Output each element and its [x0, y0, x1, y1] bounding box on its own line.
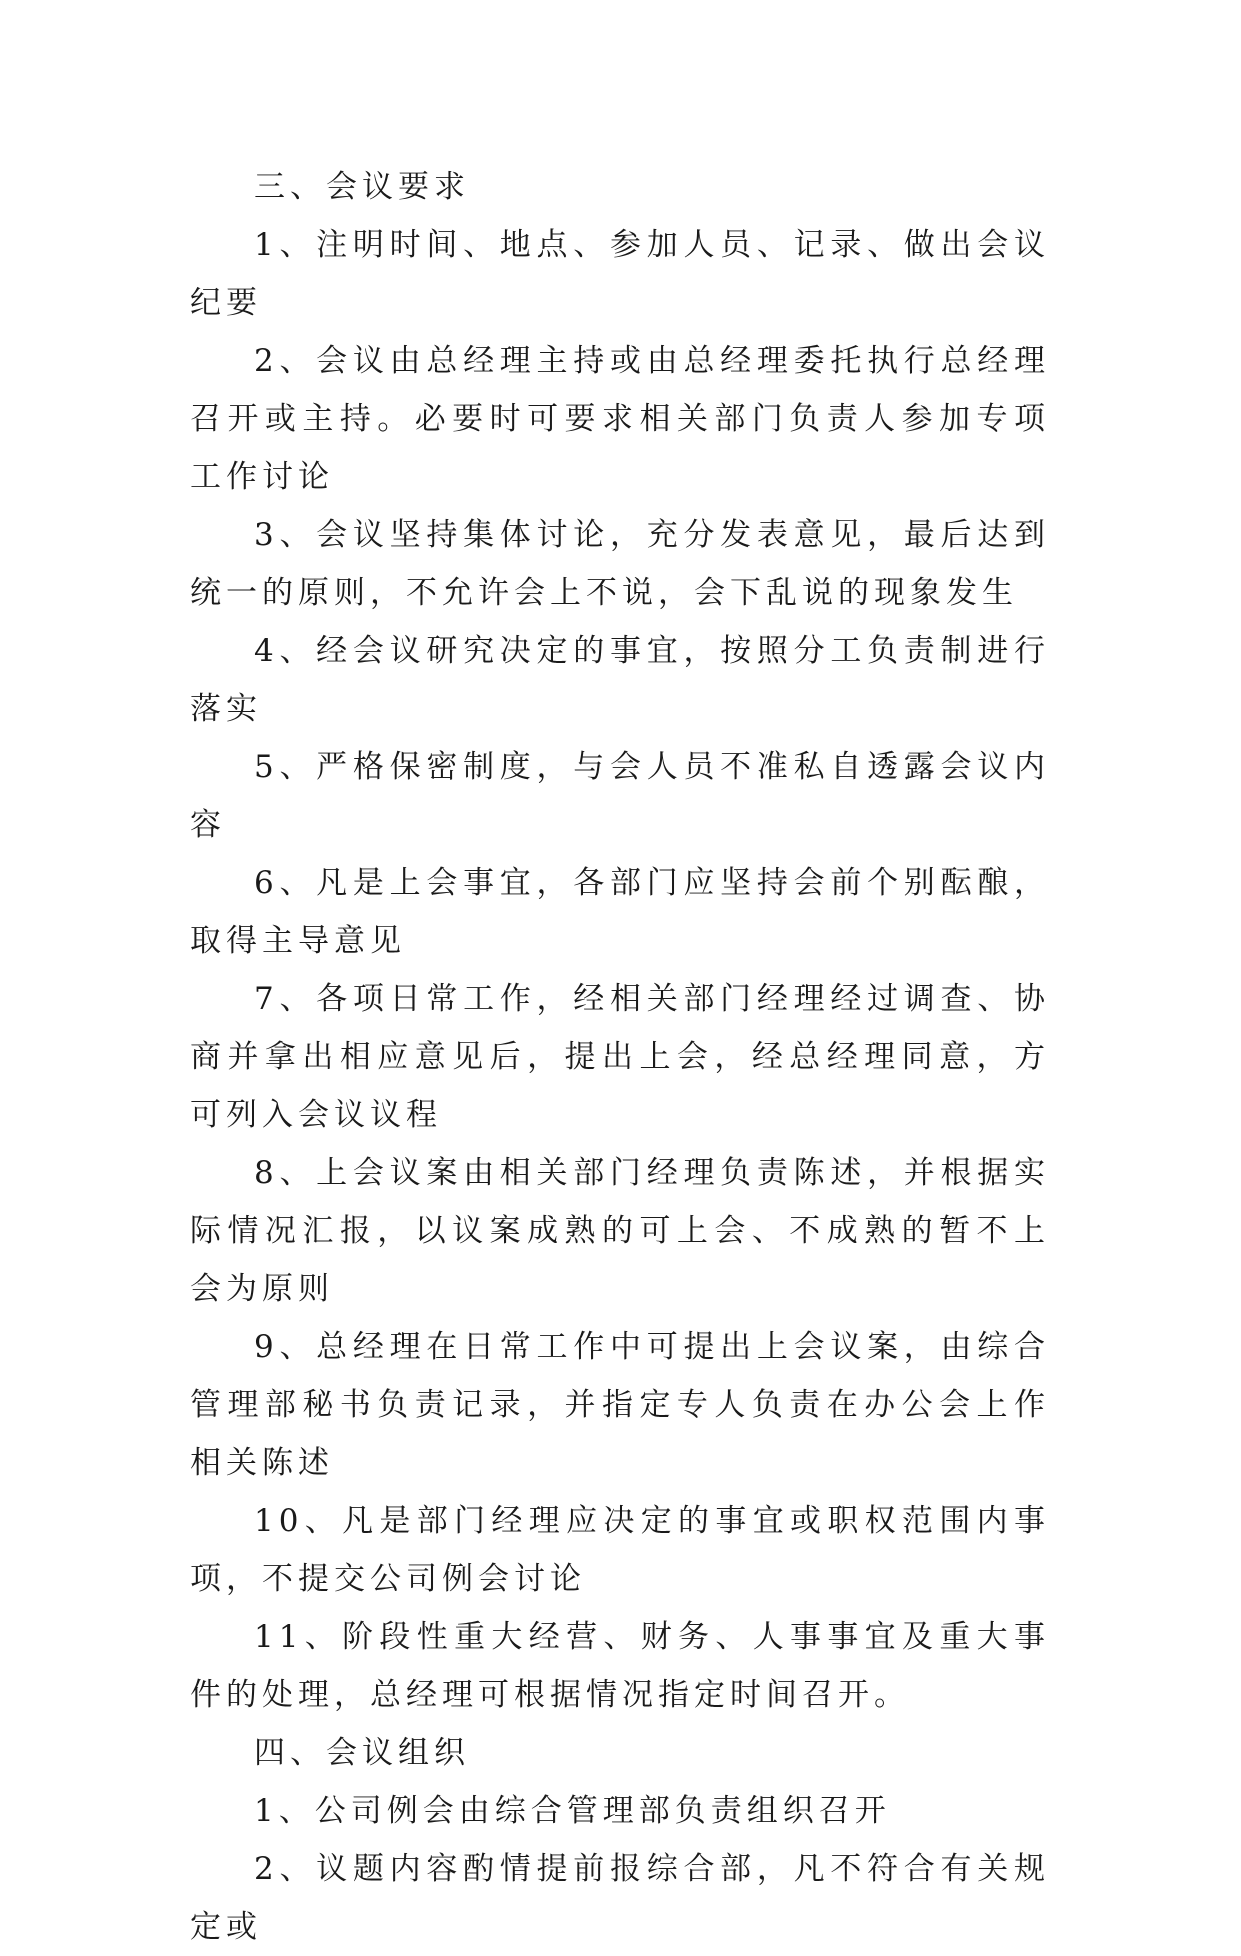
paragraph-item: 4、经会议研究决定的事宜，按照分工负责制进行落实 [190, 633, 1050, 727]
paragraph-item: 2、议题内容酌情提前报综合部，凡不符合有关规定或 [190, 1851, 1050, 1945]
paragraph-item: 5、严格保密制度，与会人员不准私自透露会议内容 [190, 749, 1050, 843]
paragraph-item: 10、凡是部门经理应决定的事宜或职权范围内事项，不提交公司例会讨论 [190, 1503, 1050, 1597]
paragraph-item: 6、凡是上会事宜，各部门应坚持会前个别酝酿，取得主导意见 [190, 865, 1050, 959]
paragraph-item: 2、会议由总经理主持或由总经理委托执行总经理召开或主持。必要时可要求相关部门负责人参加专项工作讨论 [190, 343, 1050, 495]
paragraph-item: 11、阶段性重大经营、财务、人事事宜及重大事件的处理，总经理可根据情况指定时间召开。 [190, 1619, 1050, 1713]
section-heading-requirements: 三、会议要求 [254, 169, 470, 205]
paragraph-item: 8、上会议案由相关部门经理负责陈述，并根据实际情况汇报，以议案成熟的可上会、不成熟的暂不上会为原则 [190, 1155, 1050, 1307]
paragraph-item: 3、会议坚持集体讨论，充分发表意见，最后达到统一的原则，不允许会上不说，会下乱说的现象发生 [190, 517, 1050, 611]
document-body [190, 158, 1050, 1956]
paragraph-item: 1、注明时间、地点、参加人员、记录、做出会议纪要 [190, 227, 1050, 321]
paragraph-item: 1、公司例会由综合管理部负责组织召开 [254, 1793, 891, 1829]
section-heading-organization: 四、会议组织 [254, 1735, 470, 1771]
paragraph-item: 9、总经理在日常工作中可提出上会议案，由综合管理部秘书负责记录，并指定专人负责在办公会上作相关陈述 [190, 1329, 1050, 1481]
paragraph-item: 7、各项日常工作，经相关部门经理经过调查、协商并拿出相应意见后，提出上会，经总经理同意，方可列入会议议程 [190, 981, 1050, 1133]
